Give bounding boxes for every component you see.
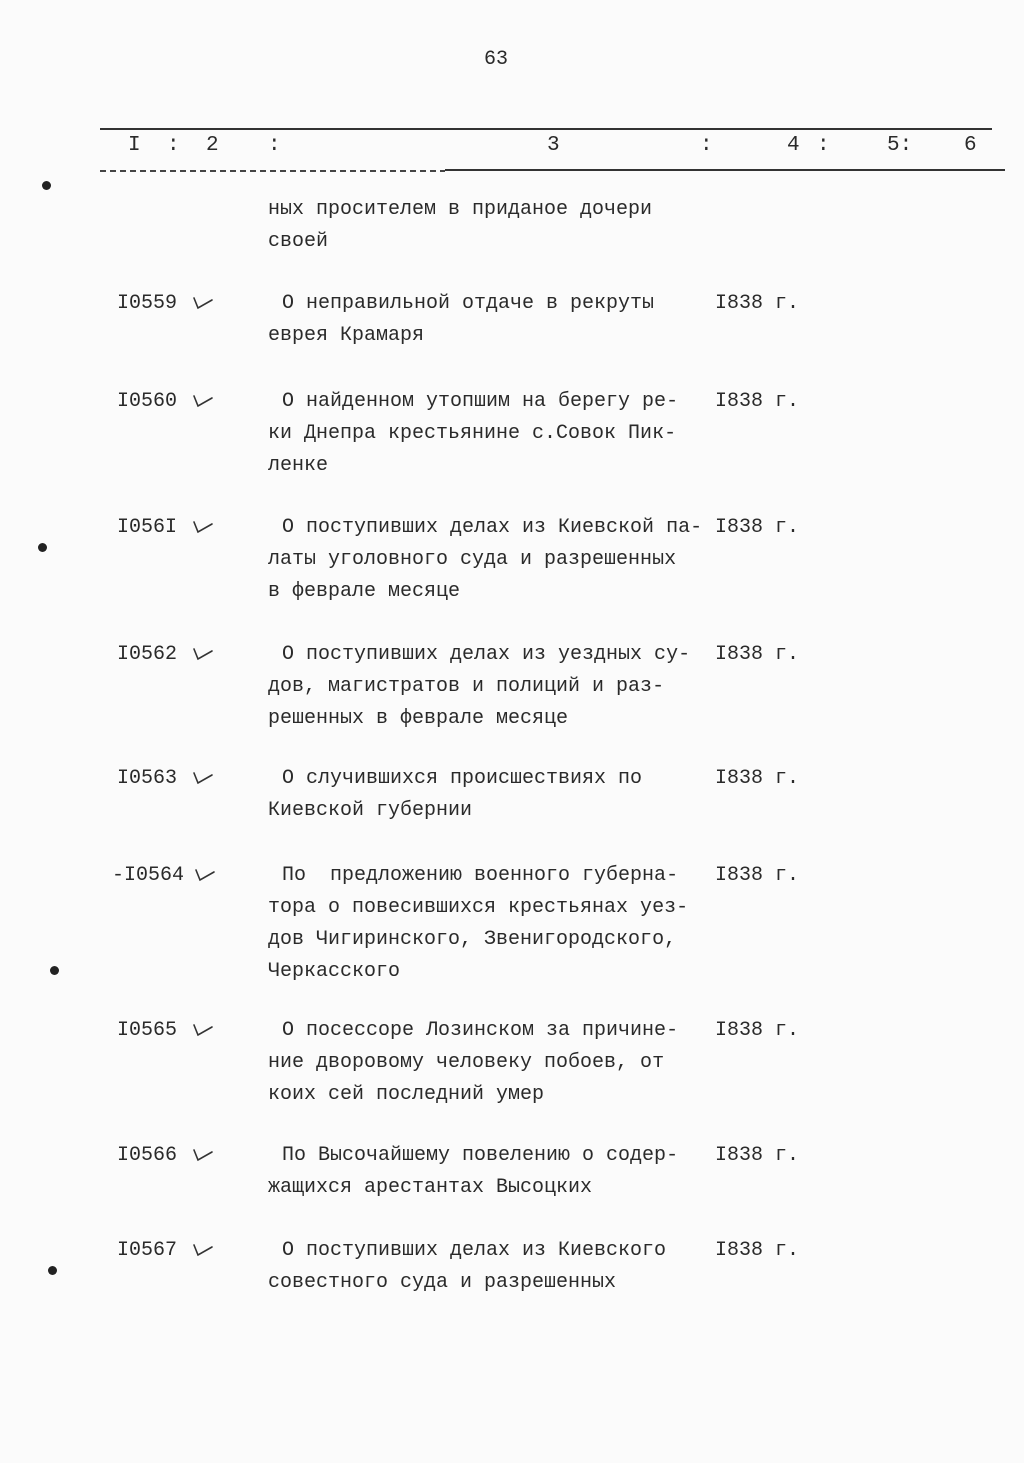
description-line: решенных в феврале месяце (268, 707, 569, 730)
entry-year: I838 г. (715, 1019, 800, 1042)
binding-hole (38, 543, 47, 552)
checkmark-icon (190, 292, 216, 312)
entry-description (268, 860, 688, 988)
description-line: О поступивших делах из Киевской па- (282, 516, 703, 539)
entry-year: I838 г. (715, 643, 800, 666)
header-col-3: 3 (547, 134, 560, 157)
entry-number: I0559 (117, 292, 178, 315)
description-line: латы уголовного суда и разрешенных (268, 548, 677, 571)
entry-number: I0567 (117, 1239, 178, 1262)
header-col-1: I (128, 134, 141, 157)
checkmark-icon (190, 516, 216, 536)
entry-number: I0563 (117, 767, 178, 790)
entry-year: I838 г. (715, 516, 800, 539)
checkmark-icon (190, 643, 216, 663)
header-bottom-rule (445, 169, 1005, 171)
checkmark-icon (190, 1144, 216, 1164)
header-sep: : (167, 134, 180, 157)
header-sep: : (817, 134, 830, 157)
page-number: 63 (484, 48, 509, 71)
entry-description (268, 639, 690, 735)
header-col-6: 6 (964, 134, 977, 157)
description-line: жащихся арестантах Высоцких (268, 1176, 593, 1199)
description-line: По Высочайшему повелению о содер- (282, 1144, 679, 1167)
entry-number: I056I (117, 516, 178, 539)
description-line: О неправильной отдаче в рекруты (282, 292, 655, 315)
entry-year: I838 г. (715, 390, 800, 413)
checkmark-icon (190, 1239, 216, 1259)
description-line: О найденном утопшим на берегу ре- (282, 390, 679, 413)
entry-year: I838 г. (715, 767, 800, 790)
header-col-2: 2 (206, 134, 219, 157)
entry-number: I0562 (117, 643, 178, 666)
description-line: тора о повесившихся крестьянах уез- (268, 896, 689, 919)
checkmark-icon (190, 767, 216, 787)
entry-description (268, 1235, 666, 1299)
description-line: О поступивших делах из уездных су- (282, 643, 691, 666)
checkmark-icon (192, 864, 218, 884)
entry-description (268, 1140, 678, 1204)
header-sep: : (700, 134, 713, 157)
description-line: еврея Крамаря (268, 324, 425, 347)
description-line: ленке (268, 454, 329, 477)
binding-hole (48, 1266, 57, 1275)
entry-number: -I0564 (112, 864, 185, 887)
header-dashed-rule (100, 170, 445, 172)
description-line: ние дворовому человеку побоев, от (268, 1051, 665, 1074)
header-col-4: 4 (787, 134, 800, 157)
description-line: дов, магистратов и полиций и раз- (268, 675, 665, 698)
entry-description (268, 288, 654, 352)
header-sep: : (268, 134, 281, 157)
entry-description (268, 386, 678, 482)
header-top-rule (100, 128, 992, 130)
header-col-5: 5: (887, 134, 913, 157)
entry-description (268, 194, 652, 258)
description-line: в феврале месяце (268, 580, 461, 603)
binding-hole (50, 966, 59, 975)
entry-year: I838 г. (715, 1144, 800, 1167)
description-line: Киевской губернии (268, 799, 473, 822)
description-line: ных просителем в приданое дочери (268, 198, 653, 221)
checkmark-icon (190, 1019, 216, 1039)
description-line: О случившихся происшествиях по (282, 767, 643, 790)
entry-year: I838 г. (715, 1239, 800, 1262)
entry-year: I838 г. (715, 292, 800, 315)
entry-description (268, 1015, 678, 1111)
description-line: своей (268, 230, 329, 253)
description-line: ки Днепра крестьянине с.Совок Пик- (268, 422, 677, 445)
description-line: дов Чигиринского, Звенигородского, (268, 928, 677, 951)
entry-number: I0560 (117, 390, 178, 413)
entry-description (268, 512, 702, 608)
binding-hole (42, 181, 51, 190)
description-line: По предложению военного губерна- (282, 864, 679, 887)
entry-number: I0566 (117, 1144, 178, 1167)
entry-number: I0565 (117, 1019, 178, 1042)
description-line: Черкасского (268, 960, 401, 983)
description-line: О поступивших делах из Киевского (282, 1239, 667, 1262)
description-line: О посессоре Лозинском за причине- (282, 1019, 679, 1042)
checkmark-icon (190, 390, 216, 410)
entry-description (268, 763, 642, 827)
description-line: коих сей последний умер (268, 1083, 545, 1106)
description-line: совестного суда и разрешенных (268, 1271, 617, 1294)
entry-year: I838 г. (715, 864, 800, 887)
